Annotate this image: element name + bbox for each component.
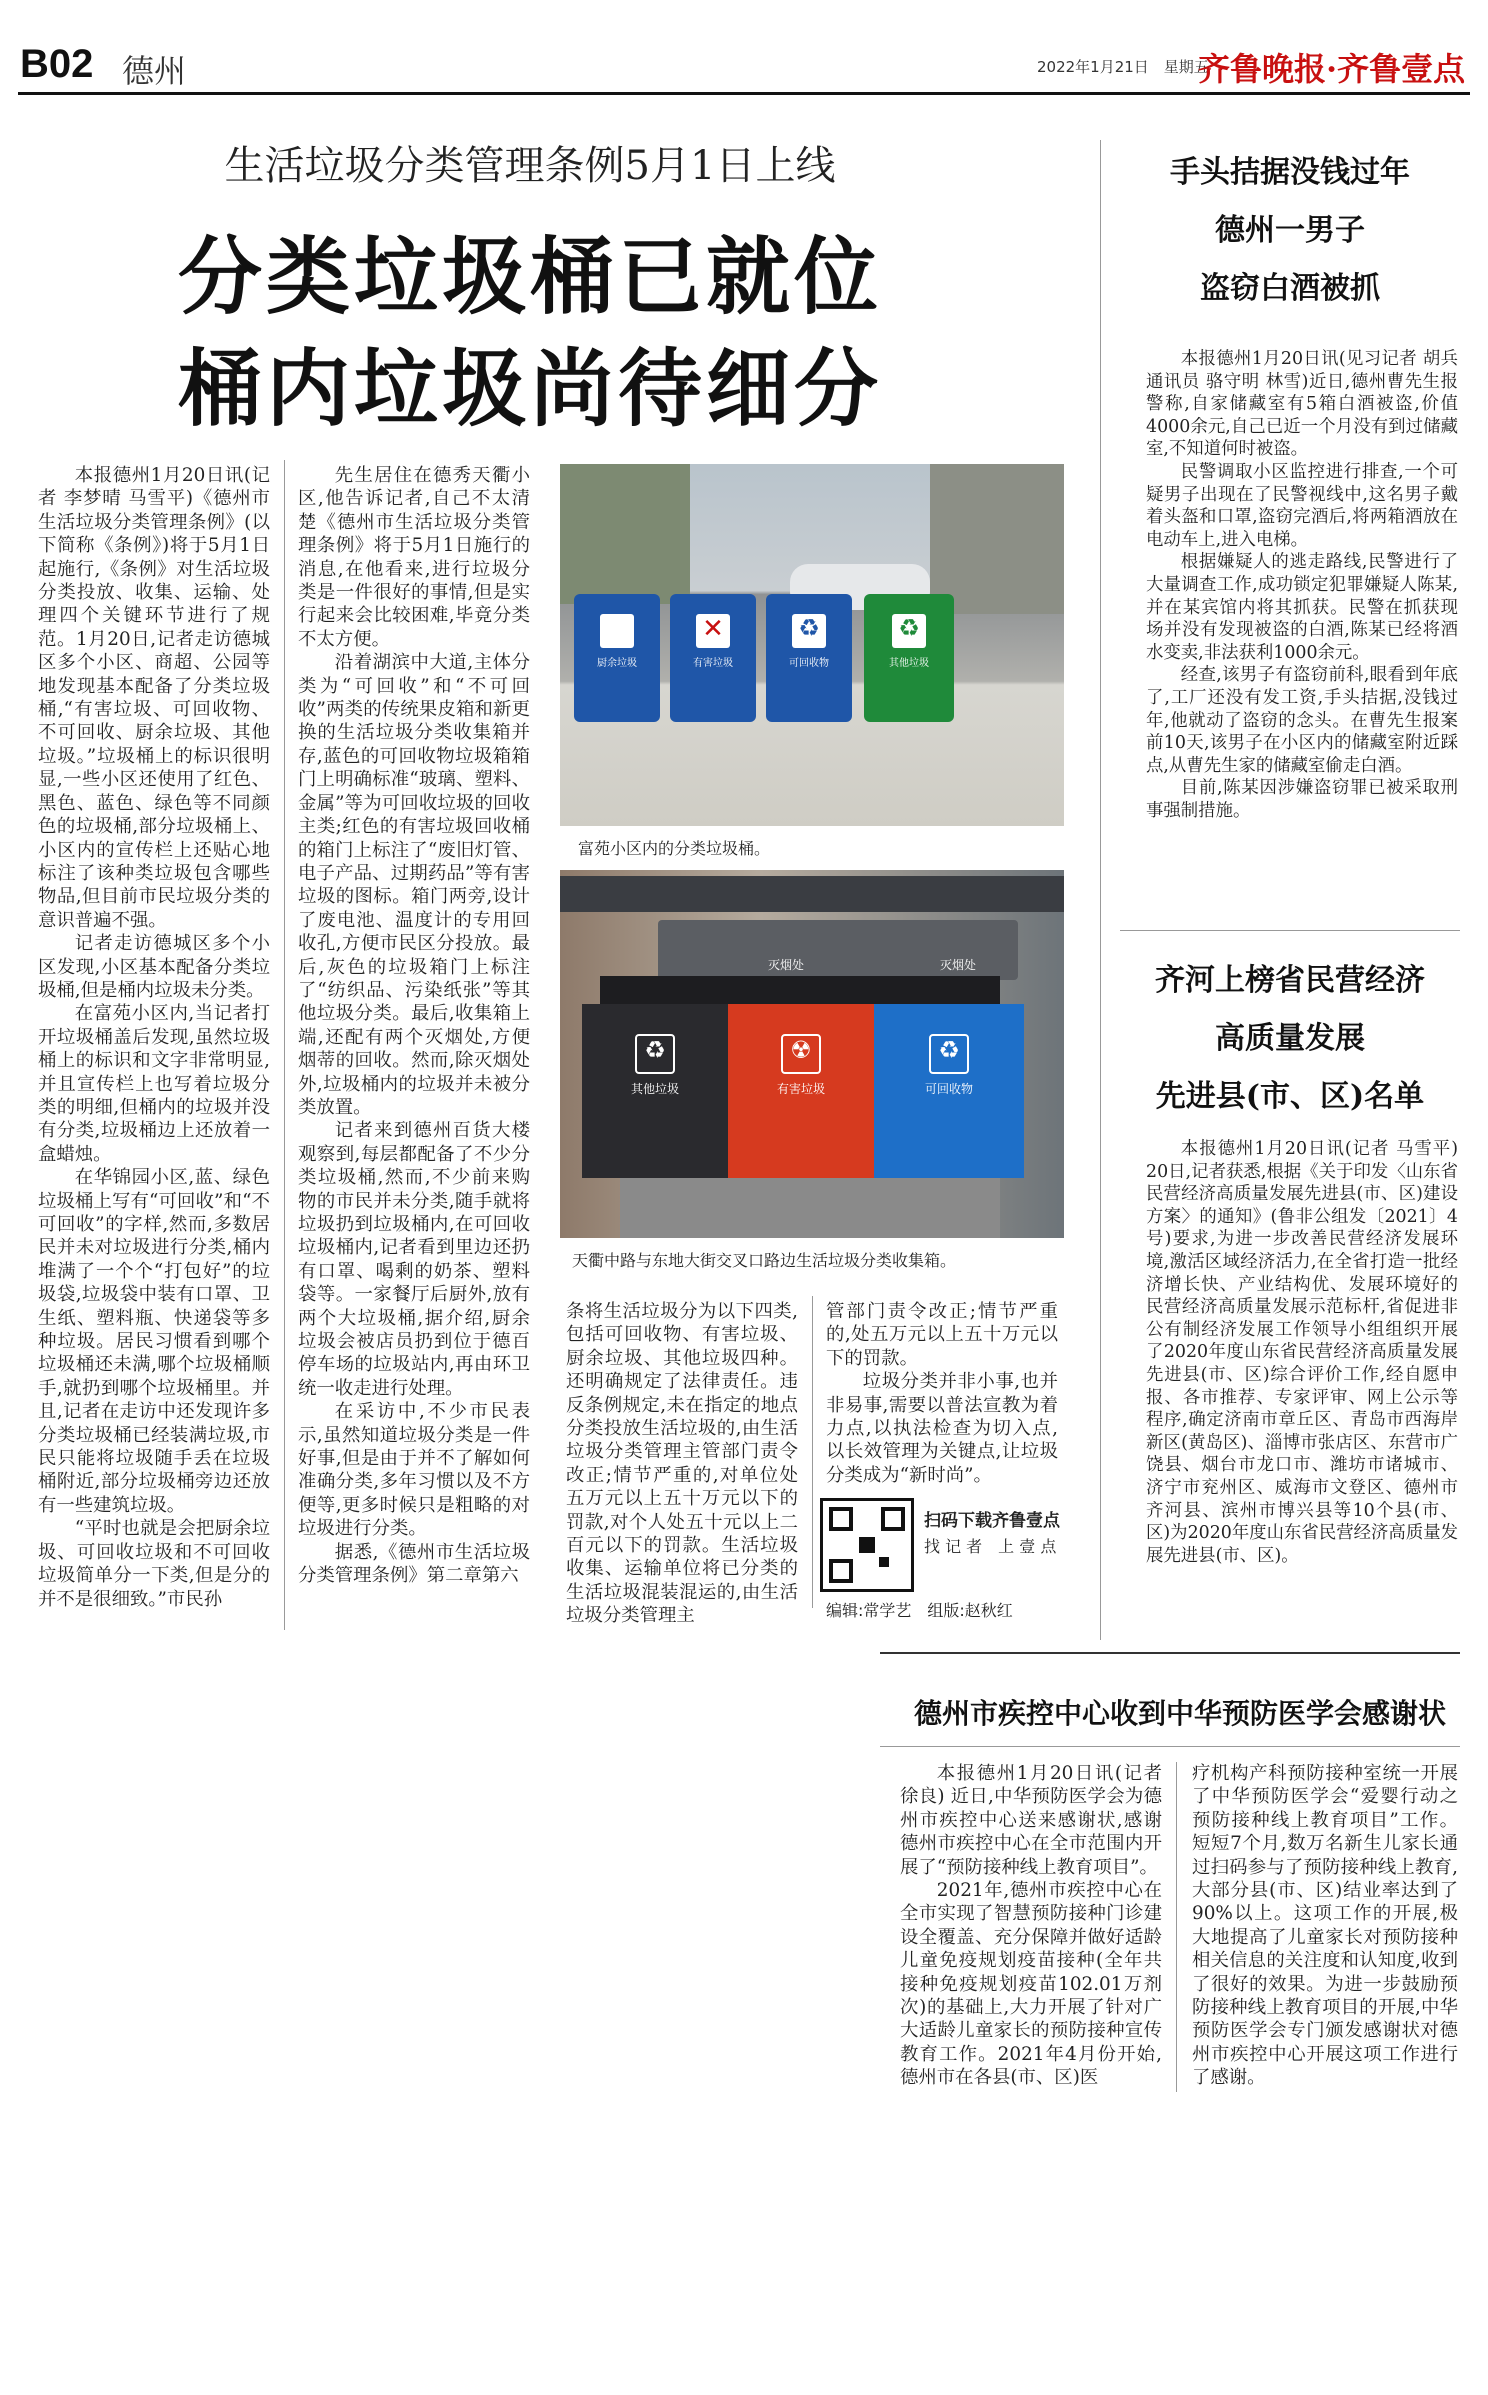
page-number: B02 [20, 42, 94, 86]
photo-collection-box [560, 870, 1064, 1238]
photo-sorted-bins [560, 464, 1064, 826]
paragraph: 在采访中,不少市民表示,虽然知道垃圾分类是一件好事,但是由于并不了解如何准确分类,多年习惯以及不方便等,更多时候只是粗略的对垃圾进行分类。 [298, 1401, 530, 1540]
column-divider [284, 460, 285, 1630]
box-base [620, 1178, 1000, 1238]
paragraph: 2021年,德州市疾控中心在全市实现了智慧预防接种门诊建设全覆盖、充分保障并做好适龄儿童免疫规划疫苗接种(全年共接种免疫规划疫苗102.01万剂次)的基础上,大力开展了针对广大适龄儿童家长的预防接种宣传教育工作。2021年4月份开始,德州市在各县(市、区)医 [900, 1880, 1162, 2089]
box-door-hazardous: ☢ 有害垃圾 [728, 1004, 874, 1178]
photo-caption-1: 富苑小区内的分类垃圾桶。 [578, 839, 771, 858]
paragraph: 疗机构产科预防接种室统一开展了中华预防医学会“爱婴行动之预防接种线上教育项目”工作。短短7个月,数万名新生儿家长通过扫码参与了预防接种线上教育,大部分县(市、区)结业率达到了90%以上。这项工作的开展,极大地提高了儿童家长对预防接种相关信息的关注度和认知度,收到了很好的效果。为进一步鼓励预防接种线上教育项目的开展,中华预防医学会专门颁发感谢状对德州市疾控中心开展这项工作进行了感谢。 [1192, 1763, 1458, 2089]
paragraph: 在华锦园小区,蓝、绿色垃圾桶上写有“可回收”和“不可回收”的字样,然而,多数居民并未对垃圾进行分类,桶内堆满了一个个“打包好”的垃圾袋,垃圾袋中装有口罩、卫生纸、塑料瓶、快递袋等多种垃圾。居民习惯看到哪个垃圾桶还未满,哪个垃圾桶顺手,就扔到哪个垃圾桶里。并且,记者在走访中还发现许多分类垃圾桶已经装满垃圾,市民只能将垃圾随手丢在垃圾桶附近,部分垃圾桶旁边还放有一些建筑垃圾。 [38, 1167, 270, 1516]
editor-credit: 编辑:常学艺 组版:赵秋红 [826, 1601, 1013, 1620]
bin-hazardous: ✕ 有害垃圾 [670, 594, 756, 722]
issue-date: 2022年1月21日 星期五 [1037, 58, 1209, 76]
bin-recyclable: ♻ 可回收物 [766, 594, 852, 722]
main-article-col-3 [566, 1300, 798, 1628]
bottom-article-title: 德州市疾控中心收到中华预防医学会感谢状 [913, 1697, 1446, 1730]
paragraph: 本报德州1月20日讯(记者 李梦晴 马雪平)《德州市生活垃圾分类管理条例》(以下简称《条例》)将于5月1日起施行,《条例》对生活垃圾分类投放、收集、运输、处理四个关键环节进行了规范。1月20日,记者走访德城区多个小区、商超、公园等地发现基本配备了分类垃圾桶,“有害垃圾、可回收物、不可回收、厨余垃圾、其他垃圾。”垃圾桶上的标识很明显,一些小区还使用了红色、黑色、蓝色、绿色等不同颜色的垃圾桶,部分垃圾桶上、小区内的宣传栏上还贴心地标注了该种类垃圾包含哪些物品,但目前市民垃圾分类的意识普遍不强。 [38, 465, 270, 931]
scan-title: 扫码下载齐鲁壹点 [924, 1511, 1060, 1531]
paragraph: 条将生活垃圾分为以下四类,包括可回收物、有害垃圾、厨余垃圾、其他垃圾四种。还明确规定了法律责任。违反条例规定,未在指定的地点分类投放生活垃圾的,由生活垃圾分类管理主管部门责令改正;情节严重的,对单位处五万元以上五十万元以下的罚款,对个人处五十元以上二百元以下的罚款。生活垃圾收集、运输单位将已分类的生活垃圾混装混运的,由生活垃圾分类管理主 [566, 1301, 798, 1627]
bottom-rule [880, 1652, 1460, 1654]
paragraph: “平时也就是会把厨余垃圾、可回收垃圾和不可回收垃圾简单分一下类,但是分的并不是很细致。”市民孙 [38, 1518, 270, 1610]
paragraph: 记者来到德州百货大楼观察到,每层都配备了不少分类垃圾桶,然而,不少前来购物的市民并未分类,随手就将垃圾扔到垃圾桶内,在可回收垃圾桶内,记者看到里边还扔有口罩、喝剩的奶茶、塑料袋等。一家餐厅后厨外,放有两个大垃圾桶,据介绍,厨余垃圾会被店员扔到位于德百停车场的垃圾站内,再由环卫统一收走进行处理。 [298, 1120, 530, 1399]
paragraph: 民警调取小区监控进行排查,一个可疑男子出现在了民警视线中,这名男子戴着头盔和口罩,盗窃完酒后,将两箱酒放在电动车上,进入电梯。 [1146, 461, 1458, 550]
bottom-title-rule [880, 1746, 1460, 1747]
paragraph: 先生居住在德秀天衢小区,他告诉记者,自己不太清楚《德州市生活垃圾分类管理条例》将于5月1日施行的消息,在他看来,进行垃圾分类是一件很好的事情,但是实行起来会比较困难,毕竟分类不太方便。 [298, 465, 530, 650]
box-door-recyclable: ♻ 可回收物 [874, 1004, 1024, 1178]
column-divider [812, 1296, 813, 1608]
paragraph: 经查,该男子有盗窃前科,眼看到年底了,工厂还没有发工资,手头拮据,没钱过年,他就动了盗窃的念头。在曹先生报案前10天,该男子在小区内的储藏室附近踩点,从曹先生家的储藏室偷走白酒。 [1146, 665, 1458, 776]
paragraph: 根据嫌疑人的逃走路线,民警进行了大量调查工作,成功锁定犯罪嫌疑人陈某,并在某宾馆内将其抓获。民警在抓获现场并没有发现被盗的白酒,陈某已经将酒水变卖,非法获利1000余元。 [1146, 552, 1458, 663]
side-article-1-body [1146, 348, 1458, 822]
qr-code[interactable] [820, 1498, 914, 1592]
side-article-2-body [1146, 1138, 1458, 1567]
smoke-tray: 灭烟处 灭烟处 [658, 920, 1018, 980]
headline-line-1: 分类垃圾桶已就位 [177, 227, 882, 326]
paragraph: 沿着湖滨中大道,主体分类为“可回收”和“不可回收”两类的传统果皮箱和新更换的生活垃圾分类收集箱并存,蓝色的可回收物垃圾箱箱门上明确标准“玻璃、塑料、金属”等为可回收垃圾的回收主类;红色的有害垃圾回收桶的箱门上标注了“废旧灯管、电子产品、过期药品”等有害垃圾的图标。箱门两旁,设计了废电池、温度计的专用回收孔,方便市民区分投放。最后,灰色的垃圾箱门上标注了“纺织品、污染纸张”等其他垃圾分类。最后,收集箱上端,还配有两个灭烟处,方便烟蒂的回收。然而,除灭烟处外,垃圾桶内的垃圾并未被分类放置。 [298, 652, 530, 1118]
sidebar-divider [1100, 140, 1101, 1640]
main-article-col-1 [38, 464, 270, 1611]
main-article-col-4 [826, 1300, 1058, 1487]
scan-subtitle: 找 记 者 上 壹 点 [924, 1537, 1057, 1556]
paragraph: 本报德州1月20日讯(记者 徐良) 近日,中华预防医学会为德州市疾控中心送来感谢状,感谢德州市疾控中心在全市范围内开展了“预防接种线上教育项目”。 [900, 1763, 1162, 1878]
header-rule [18, 92, 1470, 95]
paragraph: 在富苑小区内,当记者打开垃圾桶盖后发现,虽然垃圾桶上的标识和文字非常明显,并且宣传栏上也写着垃圾分类的明细,但桶内的垃圾并没有分类,垃圾桶边上还放着一盒蜡烛。 [38, 1003, 270, 1165]
paragraph: 垃圾分类并非小事,也并非易事,需要以普法宣教为着力点,以执法检查为切入点,以长效管理为关键点,让垃圾分类成为“新时尚”。 [826, 1371, 1058, 1486]
newspaper-logo: 齐鲁晚报·齐鲁壹点 [1198, 50, 1466, 88]
tree-shape [560, 464, 690, 604]
photo-caption-2: 天衢中路与东地大街交叉口路边生活垃圾分类收集箱。 [572, 1251, 957, 1270]
main-article-col-2 [298, 464, 530, 1588]
building-shape [930, 464, 1064, 614]
bin-kitchen: 厨余垃圾 [574, 594, 660, 722]
side-article-2-title: 齐河上榜省民营经济 高质量发展 先进县(市、区)名单 [1155, 963, 1425, 1114]
bottom-article-col-a [900, 1762, 1162, 2090]
box-rail [560, 876, 1064, 912]
paragraph: 目前,陈某因涉嫌盗窃罪已被采取刑事强制措施。 [1146, 778, 1458, 821]
paragraph: 管部门责令改正;情节严重的,处五万元以上五十万元以下的罚款。 [826, 1301, 1058, 1369]
article-kicker: 生活垃圾分类管理条例5月1日上线 [224, 143, 836, 189]
section-name: 德州 [122, 52, 187, 90]
bottom-article-col-b [1192, 1762, 1458, 2090]
box-door-other: ♻ 其他垃圾 [582, 1004, 728, 1178]
headline-line-2: 桶内垃圾尚待细分 [177, 339, 882, 438]
box-top [600, 976, 1000, 1004]
paragraph: 据悉,《德州市生活垃圾分类管理条例》第二章第六 [298, 1541, 530, 1587]
column-divider [1176, 1762, 1177, 2092]
side-article-1-title: 手头拮据没钱过年 德州一男子 盗窃白酒被抓 [1170, 155, 1410, 306]
paragraph: 本报德州1月20日讯(见习记者 胡兵 通讯员 骆守明 林雪)近日,德州曹先生报警称,自家储藏室有5箱白酒被盗,价值4000余元,自己已近一个月没有到过储藏室,不知道何时被盗。 [1146, 349, 1458, 460]
side-divider [1120, 930, 1460, 931]
paragraph: 记者走访德城区多个小区发现,小区基本配备分类垃圾桶,但是桶内垃圾未分类。 [38, 933, 270, 1001]
paragraph: 本报德州1月20日讯(记者 马雪平) 20日,记者获悉,根据《关于印发〈山东省民营经济高质量发展先进县(市、区)建设方案〉的通知》(鲁非公组发〔2021〕4号)要求,为进一步改善民营经济发展环境,激活区域经济活力,在全省打造一批经济增长快、产业结构优、发展环境好的民营经济高质量发展示范标杆,省促进非公有制经济发展工作领导小组组织开展了2020年度山东省民营经济高质量发展先进县(市、区)综合评价工作,经自愿申报、各市推荐、专家评审、网上公示等程序,确定济南市章丘区、青岛市西海岸新区(黄岛区)、淄博市张店区、东营市广饶县、烟台市龙口市、潍坊市诸城市、济宁市兖州区、威海市文登区、德州市齐河县、滨州市博兴县等10个县(市、区)为2020年度山东省民营经济高质量发展先进县(市、区)。 [1146, 1139, 1458, 1566]
bin-other: ♻ 其他垃圾 [864, 594, 954, 722]
